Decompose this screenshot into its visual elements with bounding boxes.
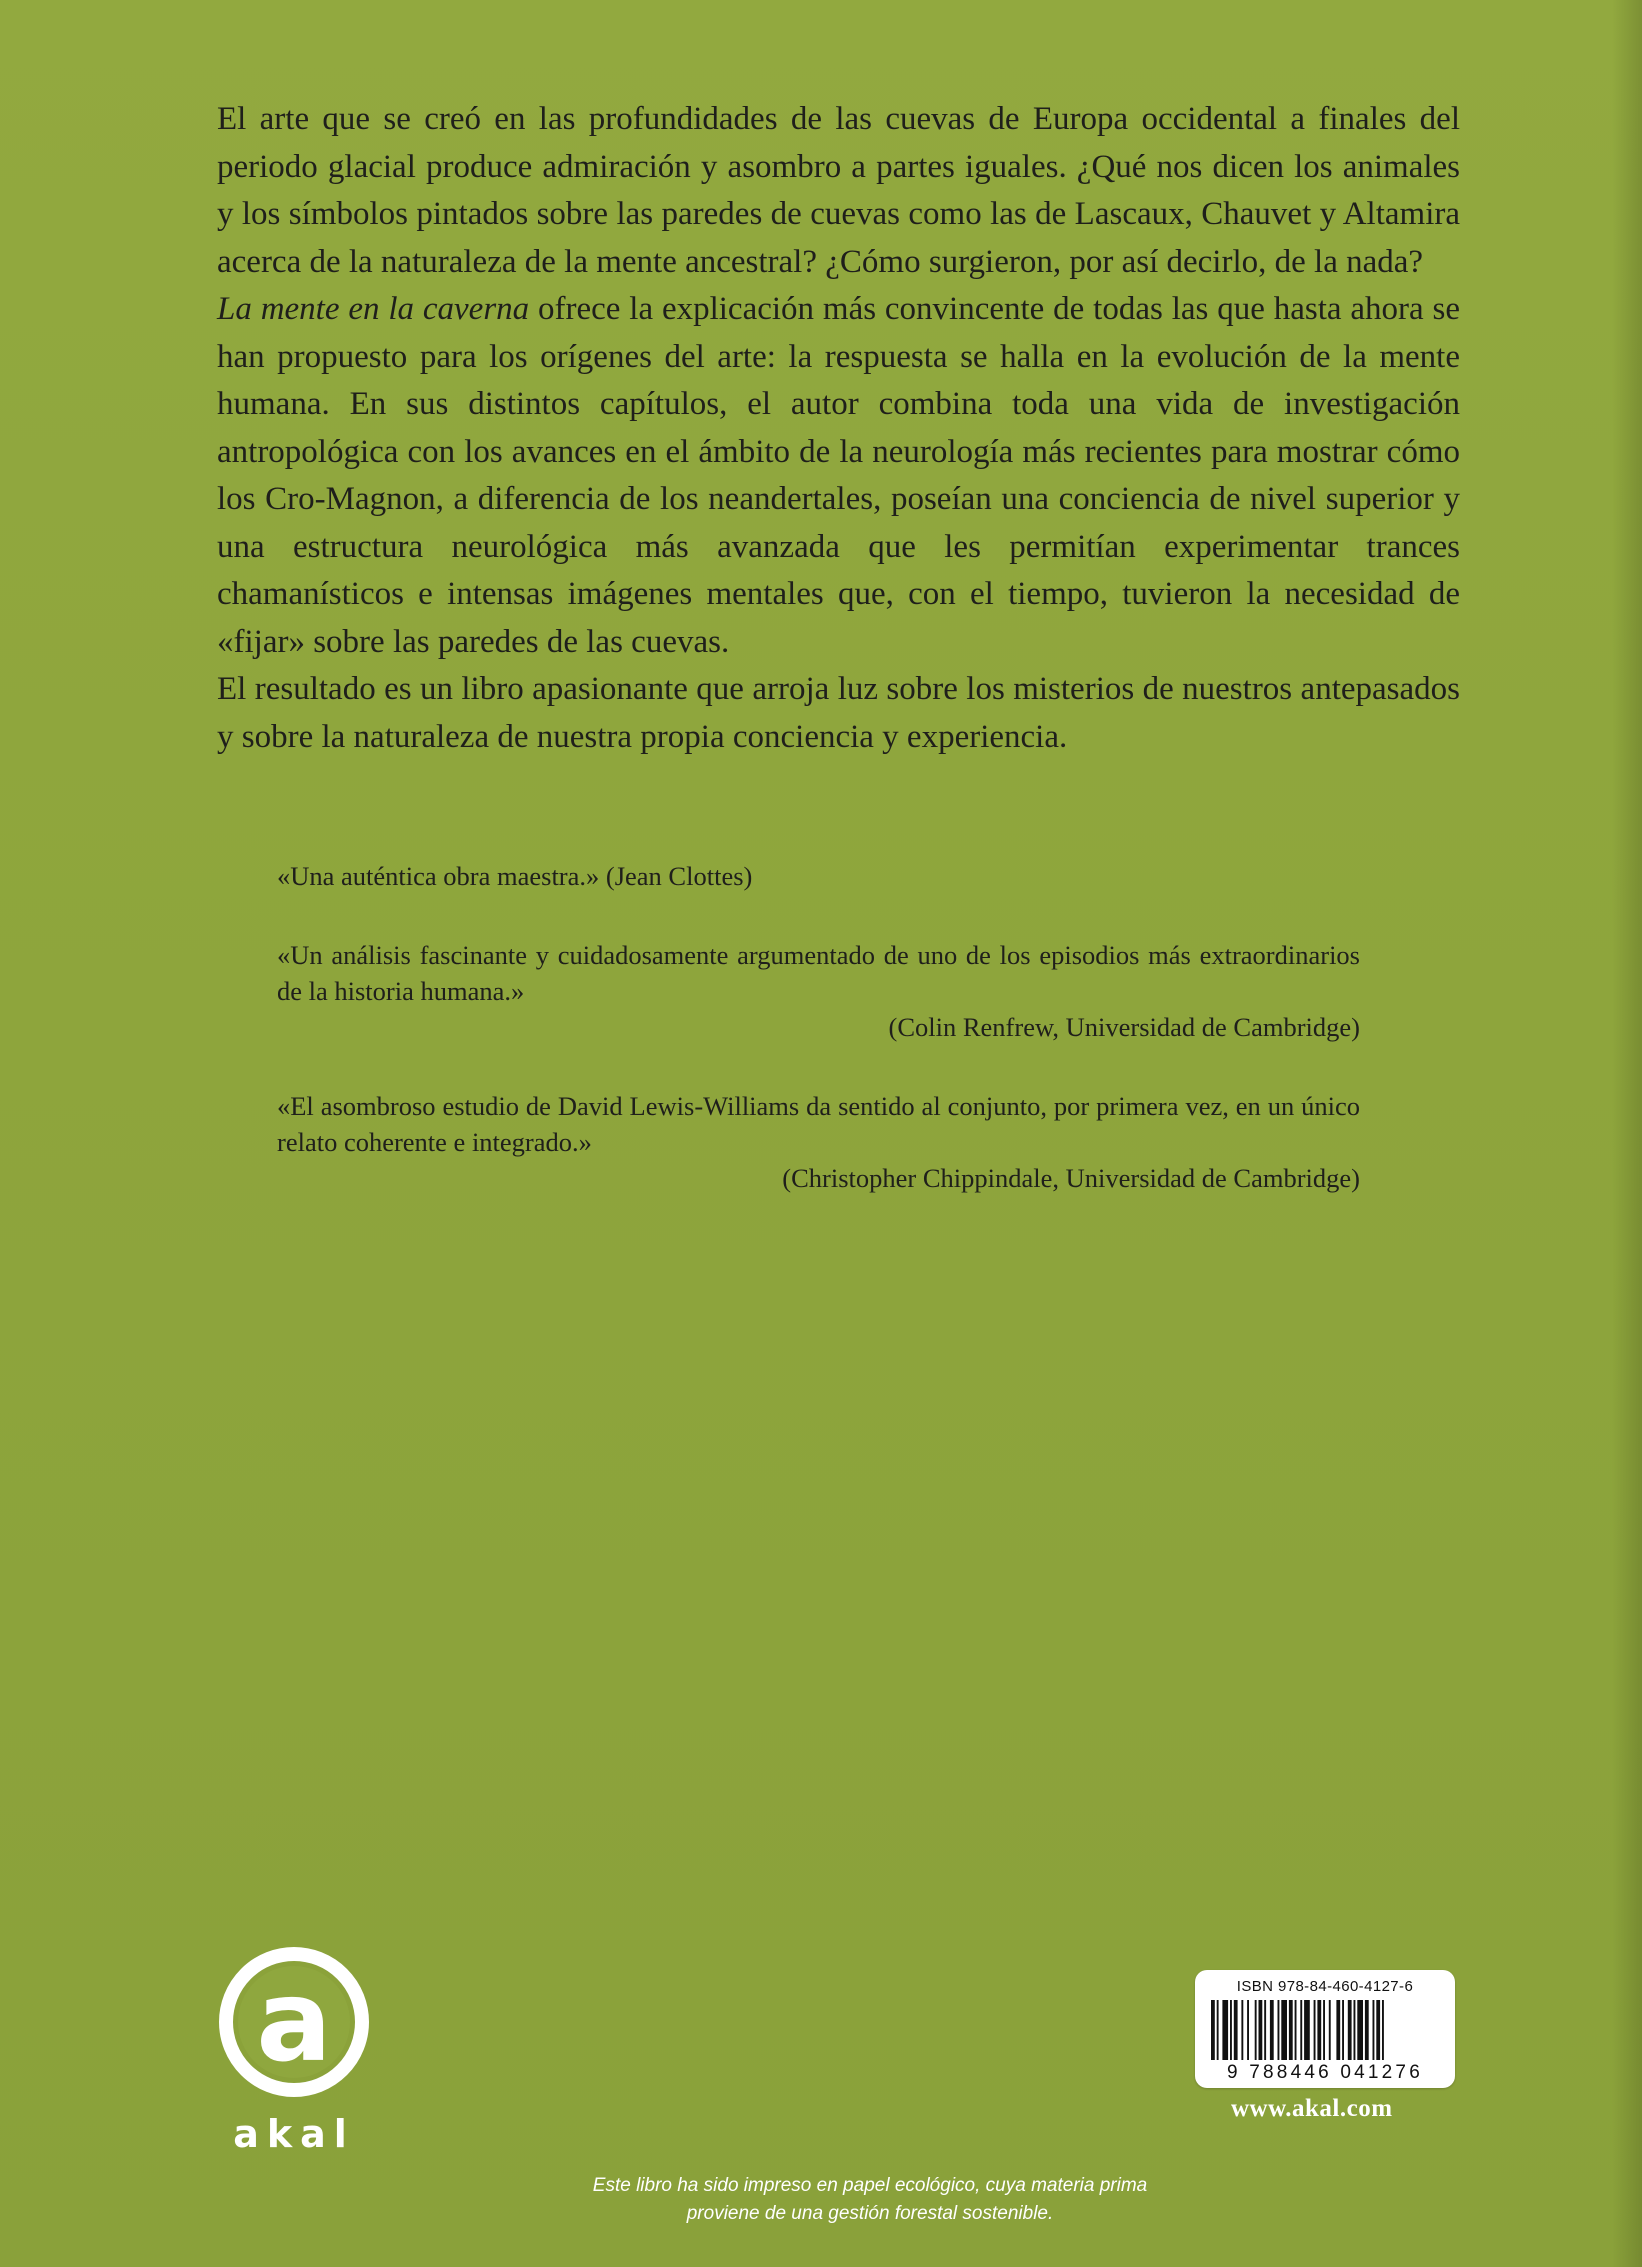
publisher-website: www.akal.com xyxy=(1231,2095,1393,2122)
synopsis-paragraph-3: El resultado es un libro apasionante que arroja luz sobre los misterios de nuestros antepasados y sobre la naturaleza de nuestra propia conciencia y experiencia. xyxy=(217,671,1460,755)
review-quotes xyxy=(277,858,1360,1239)
quote-1-text: «Una auténtica obra maestra.» (Jean Clottes) xyxy=(277,861,753,891)
synopsis-paragraph-2-text: ofrece la explicación más convincente de todas las que hasta ahora se han propuesto para los orígenes del arte: la respuesta se halla en la evolución de la mente humana. En sus distintos capítulos, el autor combina toda una vida de investigación antropológica con los avances en el ámbito de la neurología más recientes para mostrar cómo los Cro-Magnon, a diferencia de los neandertales, poseían una conciencia de nivel superior y una estructura neurológica más avanzada que les permitían experimentar trances chamanísticos e intensas imágenes mentales que, con el tiempo, tuvieron la necesidad de «fijar» sobre las paredes de las cuevas. xyxy=(217,291,1460,660)
isbn-barcode xyxy=(1195,1970,1455,2088)
book-title-italic: La mente en la caverna xyxy=(217,291,530,327)
synopsis-paragraph-1: El arte que se creó en las profundidades de las cuevas de Europa occidental a finales del periodo glacial produce admiración y asombro a partes iguales. ¿Qué nos dicen los animales y los símbolos pintados sobre las paredes de cuevas como las de Lascaux, Chauvet y Altamira acerca de la naturaleza de la mente ancestral? ¿Cómo surgieron, por así decirlo, de la nada? xyxy=(217,101,1460,280)
synopsis-paragraph-2 xyxy=(217,286,1460,666)
publisher-logo xyxy=(214,1942,374,2156)
isbn-label: ISBN 978-84-460-4127-6 xyxy=(1236,1978,1414,1995)
quote-3 xyxy=(277,1088,1360,1196)
quote-2-attribution: (Colin Renfrew, Universidad de Cambridge) xyxy=(888,1012,1360,1042)
eco-note-line-1: Este libro ha sido impreso en papel ecológico, cuya materia prima xyxy=(592,2175,1148,2196)
quote-2 xyxy=(277,937,1360,1045)
quote-2-text: «Un análisis fascinante y cuidadosamente argumentado de uno de los episodios más extraordinarios de la historia humana.» xyxy=(277,940,1360,1006)
eco-note-line-2: proviene de una gestión forestal sostenible. xyxy=(686,2203,1054,2224)
eco-paper-note xyxy=(420,2172,1320,2228)
barcode-digits: 9 788446 041276 xyxy=(1227,2062,1423,2083)
synopsis xyxy=(217,96,1460,761)
publisher-wordmark: akal xyxy=(233,2112,355,2156)
quote-3-text: «El asombroso estudio de David Lewis-Williams da sentido al conjunto, por primera vez, en un único relato coherente e integrado.» xyxy=(277,1091,1360,1157)
barcode-bars-icon xyxy=(1209,2000,1441,2062)
spine-edge-shading xyxy=(1612,0,1642,2267)
logo-letter: a xyxy=(256,1957,332,2087)
akal-circle-icon xyxy=(214,1942,374,2102)
quote-3-attribution: (Christopher Chippindale, Universidad de Cambridge) xyxy=(782,1163,1360,1193)
quote-1 xyxy=(277,858,1360,894)
